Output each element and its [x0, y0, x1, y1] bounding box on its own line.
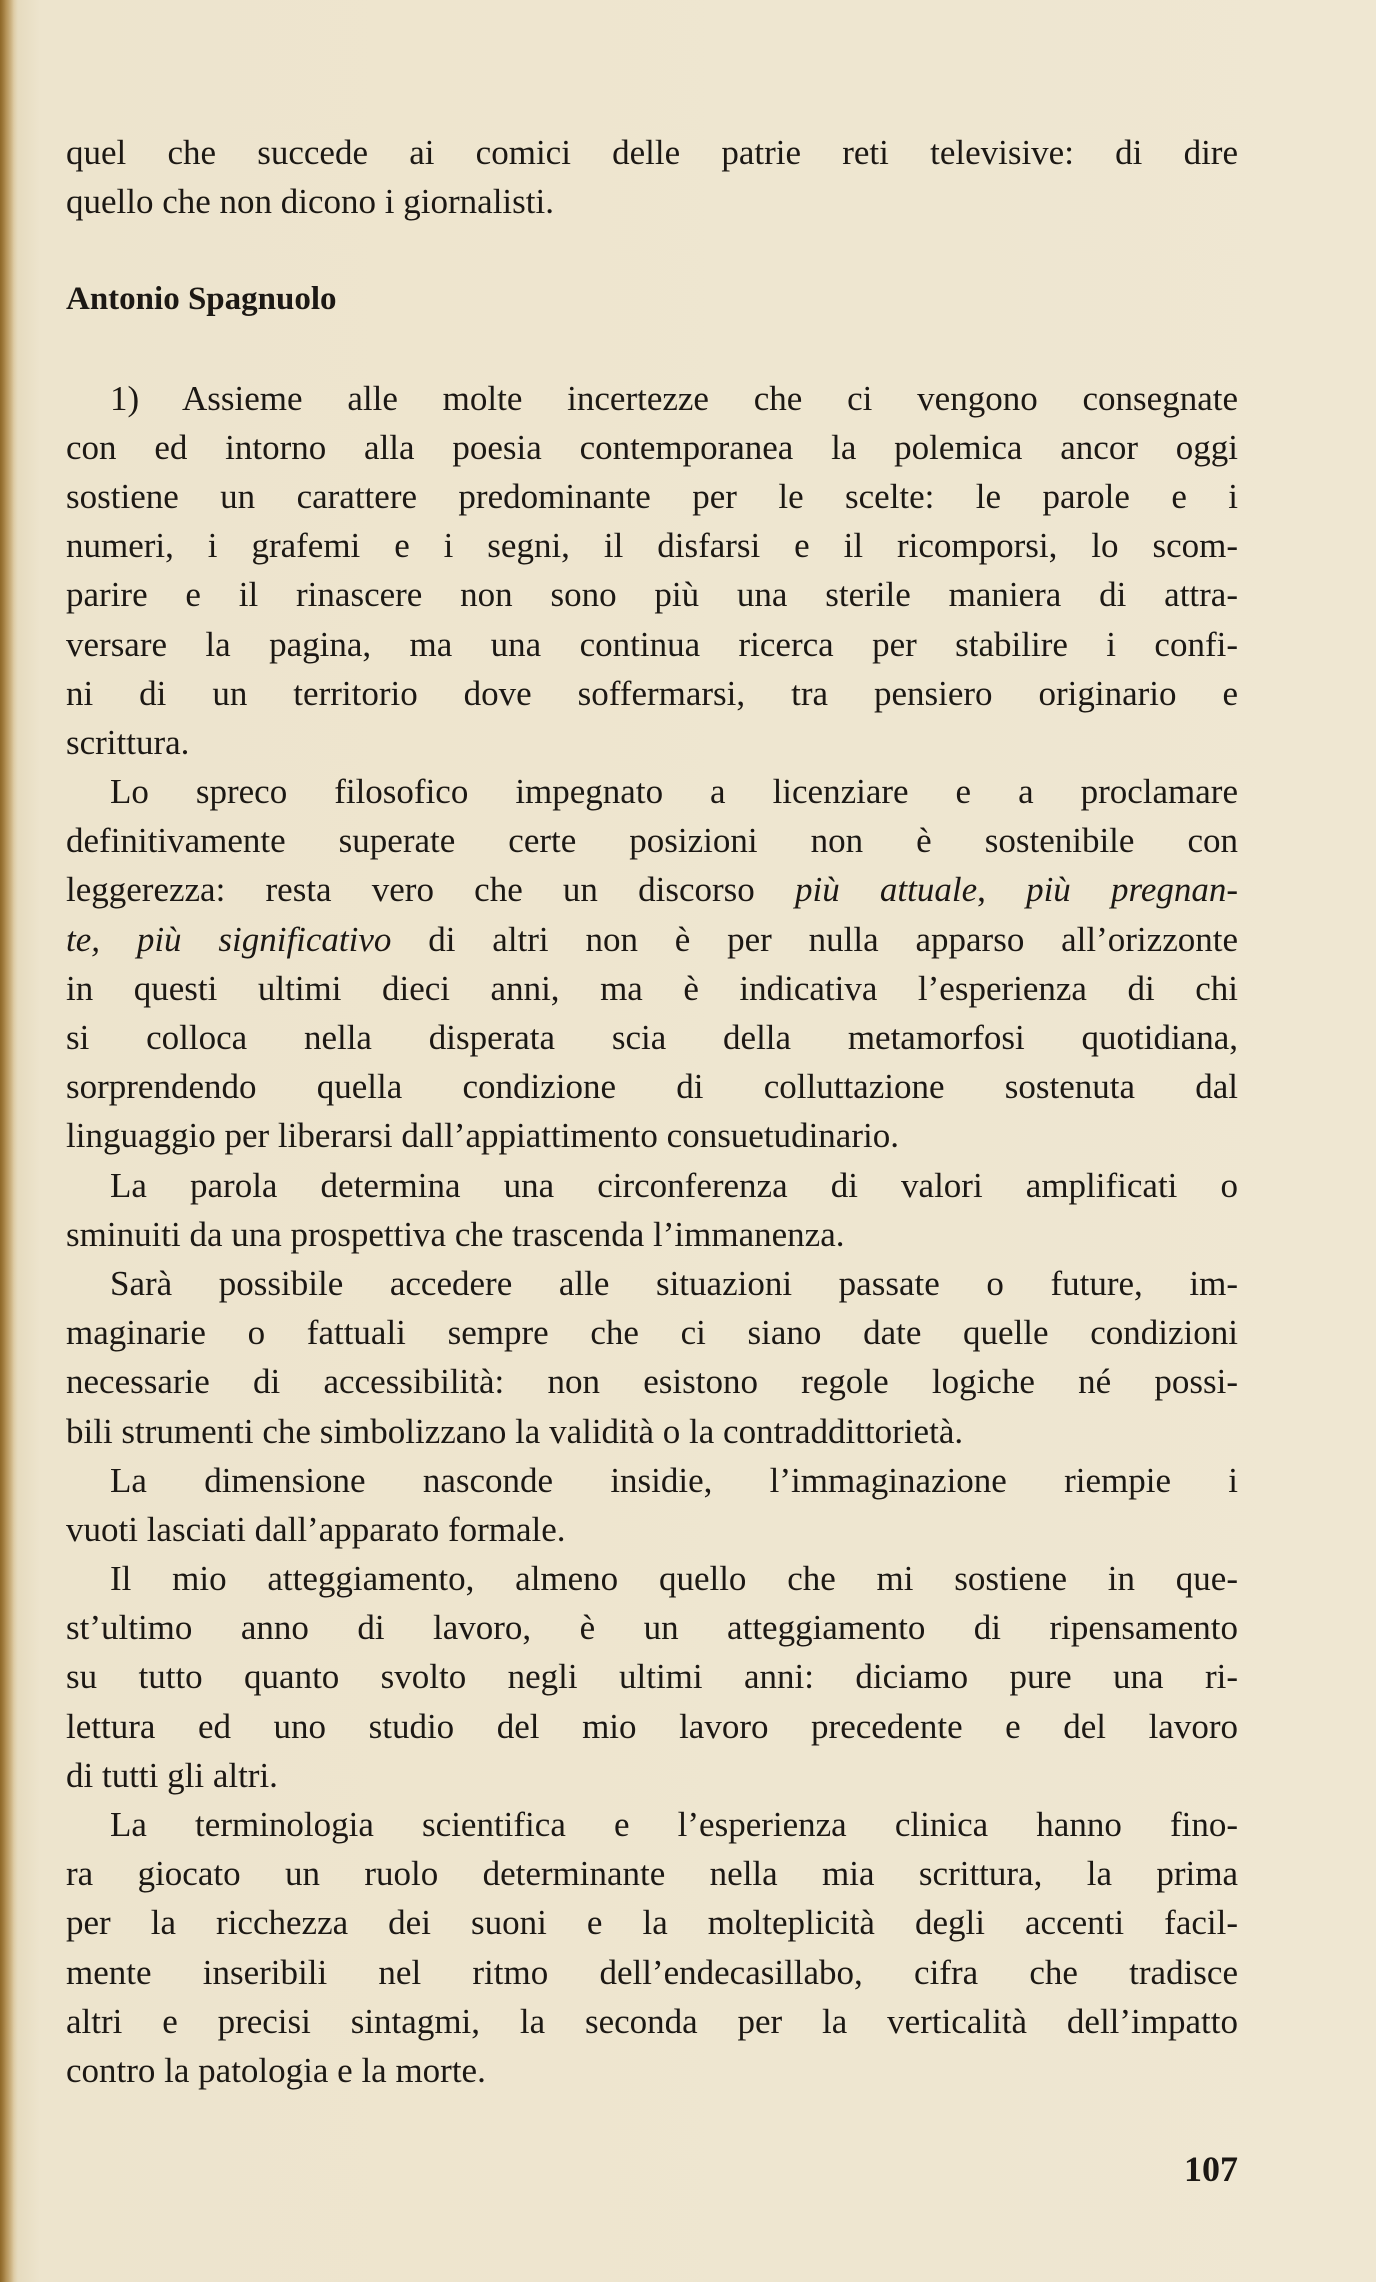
text-line: ra giocato un ruolo determinante nella mia scrittura, la prima [66, 1854, 1238, 1894]
italic-phrase: te, più significativo [66, 919, 392, 959]
text-line: La parola determina una circonferenza di valori amplificati o [110, 1165, 1238, 1205]
text-line: quel che succede ai comici delle patrie reti televisive: di dire [66, 133, 1238, 172]
text-fragment: di altri non è per nulla apparso all’orizzonte [391, 919, 1238, 959]
text-line: La dimensione nasconde insidie, l’immaginazione riempie i [110, 1460, 1238, 1500]
text-line: contro la patologia e la morte. [66, 2050, 486, 2090]
text-line: Lo spreco filosofico impegnato a licenziare e a proclamare [110, 772, 1238, 812]
text-line: si colloca nella disperata scia della metamorfosi quotidiana, [66, 1018, 1238, 1057]
text-line: 1) Assieme alle molte incertezze che ci vengono consegnate [110, 378, 1238, 418]
text-line: parire e il rinascere non sono più una sterile maniera di attra- [66, 575, 1238, 615]
section-gap [66, 226, 1238, 275]
text-line: sostiene un carattere predominante per le scelte: le parole e i [66, 476, 1238, 516]
text-line: su tutto quanto svolto negli ultimi anni: diciamo pure una ri- [66, 1657, 1238, 1697]
text-line: bili strumenti che simbolizzano la validità o la contraddittorietà. [66, 1411, 964, 1451]
text-fragment: leggerezza: resta vero che un discorso [66, 870, 795, 910]
text-line: mente inseribili nel ritmo dell’endecasillabo, cifra che tradisce [66, 1952, 1238, 1992]
text-line: Sarà possibile accedere alle situazioni passate o future, im- [110, 1263, 1238, 1303]
text-line: linguaggio per liberarsi dall’appiattimento consuetudinario. [66, 1116, 899, 1156]
italic-phrase: più pregnan- [1026, 870, 1239, 910]
italic-phrase: più attuale [794, 870, 978, 910]
text-line: altri e precisi sintagmi, la seconda per la verticalità dell’impatto [66, 2001, 1238, 2041]
text-line: sminuiti da una prospettiva che trascenda l’immanenza. [66, 1214, 845, 1254]
text-line-with-italics [66, 915, 1238, 964]
text-line: La terminologia scientifica e l’esperienza clinica hanno fino- [110, 1805, 1238, 1844]
text-line: vuoti lasciati dall’apparato formale. [66, 1509, 566, 1549]
text-line: scrittura. [66, 722, 190, 762]
text-line: sorprendendo quella condizione di colluttazione sostenuta dal [66, 1067, 1238, 1107]
text-line: definitivamente superate certe posizioni non è sostenibile con [66, 821, 1238, 861]
text-line: con ed intorno alla poesia contemporanea la polemica ancor oggi [66, 427, 1238, 467]
text-line: di tutti gli altri. [66, 1755, 278, 1795]
text-line: Il mio atteggiamento, almeno quello che mi sostiene in que- [110, 1559, 1238, 1599]
text-line: versare la pagina, ma una continua ricerca per stabilire i confi- [66, 624, 1238, 664]
section-heading-author: Antonio Spagnuolo [66, 281, 337, 318]
text-body [66, 128, 1238, 2095]
text-line: lettura ed uno studio del mio lavoro precedente e del lavoro [66, 1706, 1238, 1746]
text-line: ni di un territorio dove soffermarsi, tra pensiero originario e [66, 673, 1238, 713]
text-line: st’ultimo anno di lavoro, è un atteggiamento di ripensamento [66, 1608, 1238, 1648]
text-line-with-italics [66, 865, 1238, 914]
text-line: maginarie o fattuali sempre che ci siano date quelle condizioni [66, 1313, 1238, 1353]
text-fragment: , [977, 870, 1027, 910]
page-edge-shadow [0, 0, 14, 2282]
text-line: quello che non dicono i giornalisti. [66, 182, 554, 222]
text-line: per la ricchezza dei suoni e la molteplicità degli accenti facil- [66, 1903, 1238, 1943]
text-line: necessarie di accessibilità: non esistono regole logiche né possi- [66, 1362, 1238, 1402]
text-line: numeri, i grafemi e i segni, il disfarsi e il ricomporsi, lo scom- [66, 526, 1238, 566]
page-number: 107 [1184, 2149, 1238, 2189]
text-line: in questi ultimi dieci anni, ma è indicativa l’esperienza di chi [66, 968, 1238, 1008]
section-gap [66, 325, 1238, 374]
